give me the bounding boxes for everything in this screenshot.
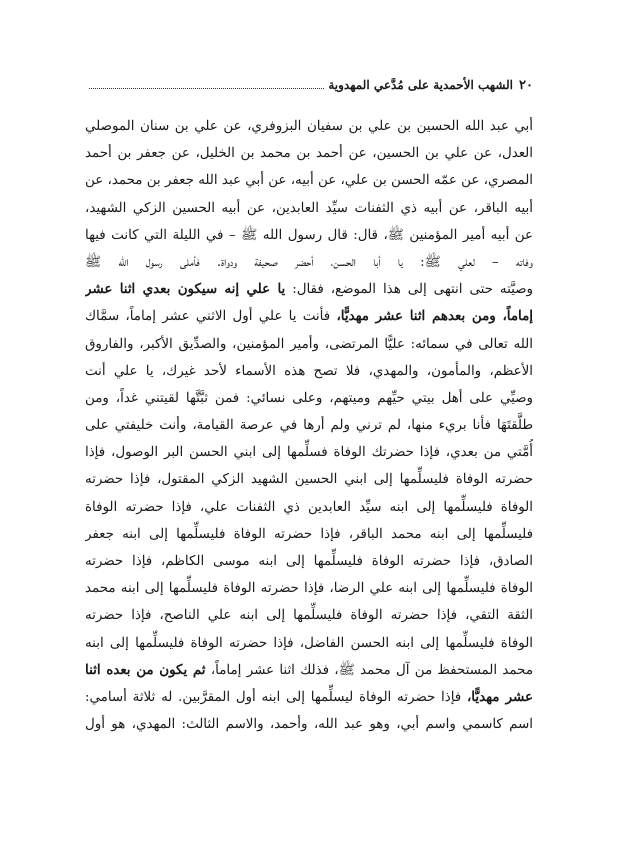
text-line: وفاته – لعلي ﷺ: يا أبا الحسن، أحضر صحيفة ودواة. فأملى رسول الله ﷺ xyxy=(85,254,533,270)
text-line: الوفاة فليسلِّمها إلى ابنه سيِّد العابدين ذي الثفنات علي، فإذا حضرته الوفاة xyxy=(85,499,533,515)
body-text xyxy=(85,113,533,738)
text-line: أُمَّتي من بعدي، فإذا حضرتك الوفاة فسلِّمها إلى ابني الحسن البر الوصول، فإذا xyxy=(85,445,533,461)
text-line: طلَّقتَهَا فأنا بريء منها، لم ترني ولم أرها في عرصة القيامة، وأنت خليفتي على xyxy=(85,418,533,434)
text-line: الوفاة فليسلِّمها إلى ابنه علي الرضا، فإذا حضرته الوفاة فليسلِّمها إلى ابنه محمد xyxy=(85,581,533,597)
text-line: الوفاة فليسلِّمها إلى ابنه الحسن الفاضل، فإذا حضرته الوفاة فليسلِّمها إلى ابنه xyxy=(85,635,533,651)
text-line: المصري، عن عمّه الحسن بن علي، عن أبيه، عن أبي عبد الله جعفر بن محمد، عن xyxy=(85,173,533,189)
text-line: إماماً، ومن بعدهم اثنا عشر مهديًّا، فأنت يا علي أول الاثني عشر إماماً، سمَّاك xyxy=(85,308,533,325)
text-line: وصيَّته حتى انتهى إلى هذا الموضع، فقال: يا علي إنه سيكون بعدي اثنا عشر xyxy=(85,281,533,298)
text-line: فليسلِّمها إلى ابنه محمد الباقر، فإذا حضرته الوفاة فليسلِّمها إلى ابنه جعفر xyxy=(85,526,533,542)
text-line: عن أبيه أمير المؤمنين ﷺ، قال: قال رسول الله ﷺ – في الليلة التي كانت فيها xyxy=(85,227,533,243)
text-line: الصادق، فإذا حضرته الوفاة فليسلِّمها إلى ابنه موسى الكاظم، فإذا حضرته xyxy=(85,554,533,569)
text-line: أبي عبد الله الحسين بن علي بن سفيان البزوفري، عن علي بن سنان الموصلي xyxy=(85,119,533,134)
text-line: اسم كاسمي واسم أبي، وهو عبد الله، وأحمد، والاسم الثالث: المهدي، هو أول xyxy=(85,717,533,733)
text-line: حضرته الوفاة فليسلِّمها إلى ابني الحسين الشهيد الزكي المقتول، فإذا حضرته xyxy=(85,472,533,488)
text-line: محمد المستحفظ من آل محمد ﷺ، فذلك اثنا عشر إماماً، ثم يكون من بعده اثنا xyxy=(85,661,533,678)
page-number: ٢٠ xyxy=(519,77,533,93)
text-line: أبيه الباقر، عن أبيه ذي الثفنات سيِّد العابدين، عن أبيه الحسين الزكي الشهيد، xyxy=(85,200,533,216)
text-line: الله تعالى في سمائه: عليًّا المرتضى، وأمير المؤمنين، والصدِّيق الأكبر، والفاروق xyxy=(85,336,533,352)
text-line: العدل، عن علي بن الحسين، عن أحمد بن محمد بن الخليل، عن جعفر بن أحمد xyxy=(85,146,533,162)
header-dotted-leader xyxy=(89,88,324,89)
text-line: عشر مهديًّا، فإذا حضرته الوفاة ليسلِّمها إلى ابنه أول المقرَّبين. له ثلاثة أسامي: xyxy=(85,688,533,705)
text-line: الأعظم، والمأمون، والمهدي، فلا تصح هذه الأسماء لأحد غيرك، يا علي أنت xyxy=(85,363,533,379)
running-header xyxy=(85,74,533,96)
text-line: وصيِّي على أهل بيتي حيِّهم وميتهم، وعلى نسائي: فمن ثبَّتَّها لقيتني غداً، ومن xyxy=(85,390,533,406)
book-title: الشهب الأحمدية على مُدَّعي المهدوية xyxy=(328,78,514,92)
text-line: الثقة التقي، فإذا حضرته الوفاة فليسلِّمها إلى ابنه علي الناصح، فإذا حضرته xyxy=(85,608,533,624)
